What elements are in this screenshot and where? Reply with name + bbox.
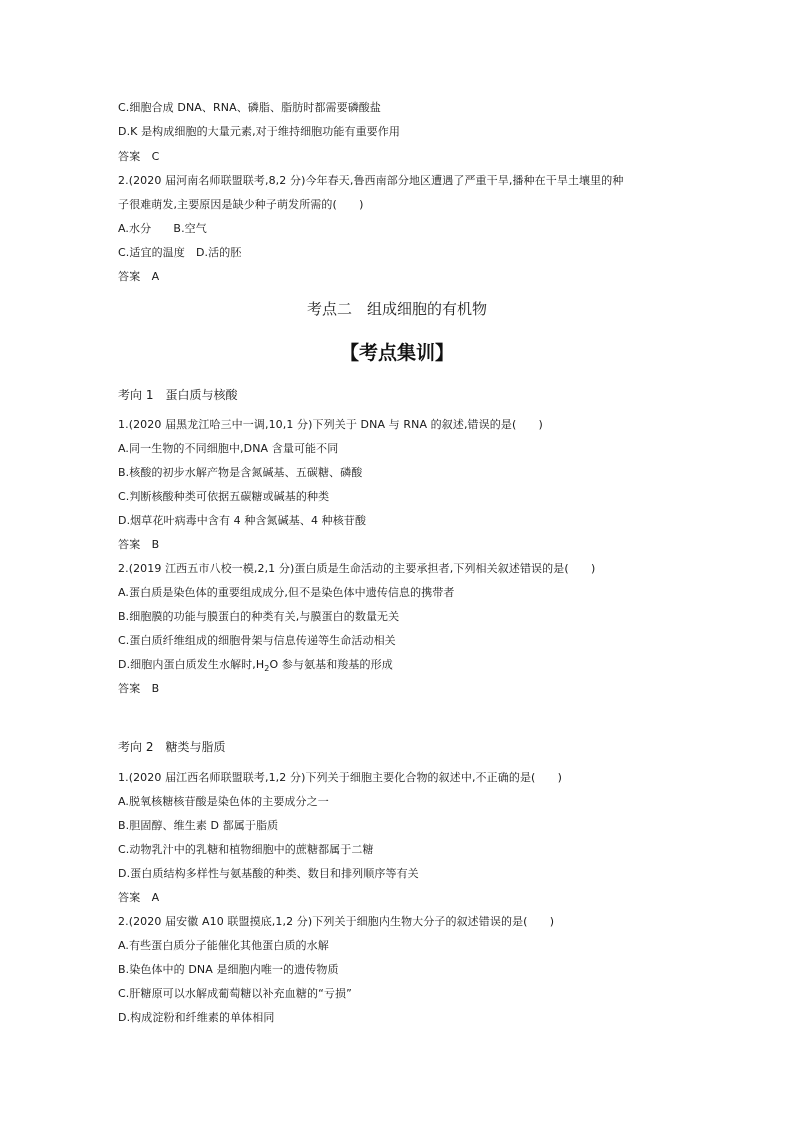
answer-text: 答案 A — [118, 270, 160, 283]
option-a-text: A.有些蛋白质分子能催化其他蛋白质的水解 — [118, 939, 329, 952]
question-text-continued: 子很难萌发,主要原因是缺少种子萌发所需的( ) — [118, 198, 364, 211]
option-d-text: D.烟草花叶病毒中含有 4 种含氮碱基、4 种核苷酸 — [118, 514, 367, 527]
option-d-text: D.构成淀粉和纤维素的单体相同 — [118, 1011, 275, 1024]
option-c-text: C.蛋白质纤维组成的细胞骨架与信息传递等生命活动相关 — [118, 634, 396, 647]
option-ab-text: A.水分 B.空气 — [118, 222, 207, 235]
answer-text: 答案 C — [118, 150, 160, 163]
option-b-text: B.细胞膜的功能与膜蛋白的种类有关,与膜蛋白的数量无关 — [118, 610, 400, 623]
option-b-text: B.染色体中的 DNA 是细胞内唯一的遗传物质 — [118, 963, 339, 976]
option-d-text: D.蛋白质结构多样性与氨基酸的种类、数目和排列顺序等有关 — [118, 867, 419, 880]
option-d-post: O 参与氨基和羧基的形成 — [269, 658, 393, 671]
option-a-text: A.同一生物的不同细胞中,DNA 含量可能不同 — [118, 442, 339, 455]
direction-1-title: 考向 1 蛋白质与核酸 — [118, 388, 238, 402]
option-d-pre: D.细胞内蛋白质发生水解时,H — [118, 658, 265, 671]
question-text: 2.(2019 江西五市八校一模,2,1 分)蛋白质是生命活动的主要承担者,下列相关叙述错误的是( ) — [118, 562, 596, 575]
option-c-text: C.肝糖原可以水解成葡萄糖以补充血糖的“亏损” — [118, 987, 352, 1000]
question-text: 1.(2020 届黑龙江哈三中一调,10,1 分)下列关于 DNA 与 RNA 的叙述,错误的是( ) — [118, 418, 543, 431]
option-b-text: B.胆固醇、维生素 D 都属于脂质 — [118, 819, 279, 832]
answer-text: 答案 A — [118, 891, 160, 904]
direction-2-title: 考向 2 糖类与脂质 — [118, 740, 226, 754]
option-cd-text: C.适宜的温度 D.活的胚 — [118, 246, 242, 259]
answer-text: 答案 B — [118, 538, 160, 551]
question-text: 1.(2020 届江西名师联盟联考,1,2 分)下列关于细胞主要化合物的叙述中,不正确的是( ) — [118, 771, 563, 784]
subscript-2: 2 — [264, 664, 270, 674]
option-a-text: A.脱氧核糖核苷酸是染色体的主要成分之一 — [118, 795, 329, 808]
answer-text: 答案 B — [118, 682, 160, 695]
option-b-text: B.核酸的初步水解产物是含氮碱基、五碳糖、磷酸 — [118, 466, 363, 479]
question-text: 2.(2020 届安徽 A10 联盟摸底,1,2 分)下列关于细胞内生物大分子的叙述错误的是( ) — [118, 915, 555, 928]
option-d-text — [118, 658, 393, 672]
section-title: 考点二 组成细胞的有机物 — [306, 300, 487, 318]
option-c-text: C.判断核酸种类可依据五碳糖或碱基的种类 — [118, 490, 330, 503]
option-a-text: A.蛋白质是染色体的重要组成成分,但不是染色体中遗传信息的携带者 — [118, 586, 455, 599]
option-c-text: C.细胞合成 DNA、RNA、磷脂、脂肪时都需要磷酸盐 — [118, 101, 381, 114]
question-text: 2.(2020 届河南名师联盟联考,8,2 分)今年春天,鲁西南部分地区遭遇了严重干旱,播种在干旱土壤里的种 — [118, 174, 624, 187]
option-d-text: D.K 是构成细胞的大量元素,对于维持细胞功能有重要作用 — [118, 125, 400, 138]
section-heading: 【考点集训】 — [339, 342, 454, 364]
option-c-text: C.动物乳汁中的乳糖和植物细胞中的蔗糖都属于二糖 — [118, 843, 374, 856]
